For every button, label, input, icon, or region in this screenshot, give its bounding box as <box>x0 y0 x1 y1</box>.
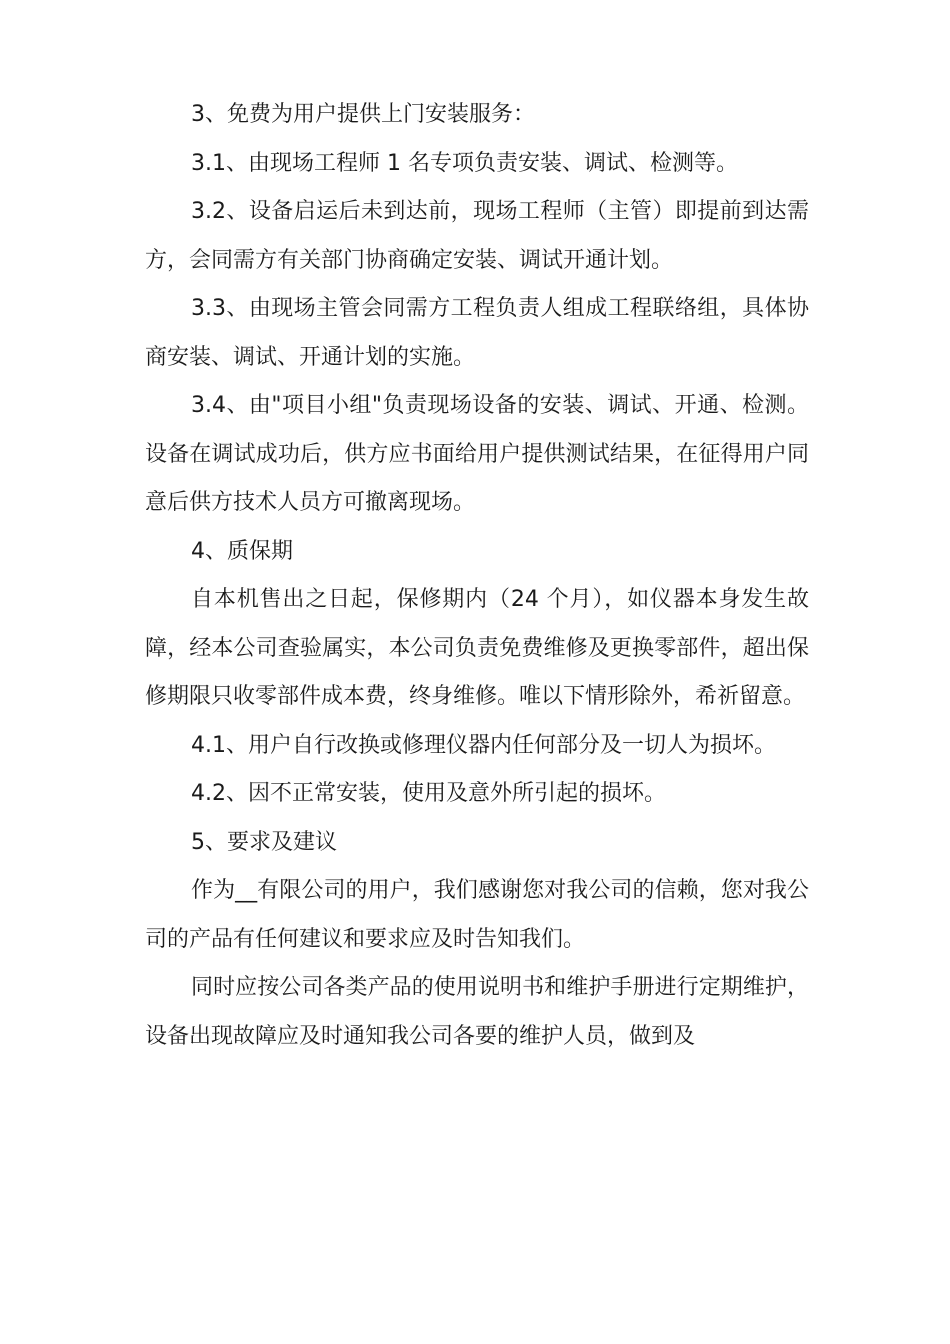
paragraph-section-5-heading: 5、要求及建议 <box>191 829 337 855</box>
paragraph-4-2: 4.2、因不正常安装，使用及意外所引起的损坏。 <box>191 781 666 806</box>
paragraph-warranty-terms: 自本机售出之日起，保修期内（24 个月），如仪器本身发生故障，经本公司查验属实，本公司负责免费维修及更换零部件，超出保修期限只收零部件成本费，终身维修。唯以下情形除外，希祈留意。 <box>145 587 809 709</box>
paragraph-section-3-heading: 3、免费为用户提供上门安装服务： <box>191 102 535 127</box>
paragraph-3-2: 3.2、设备启运后未到达前，现场工程师（主管）即提前到达需方，会同需方有关部门协商确定安装、调试开通计划。 <box>145 199 809 273</box>
paragraph-suggestions: 作为__有限公司的用户，我们感谢您对我公司的信赖，您对我公司的产品有任何建议和要求应及时告知我们。 <box>145 878 809 952</box>
paragraph-3-1: 3.1、由现场工程师 1 名专项负责安装、调试、检测等。 <box>191 150 738 176</box>
paragraph-section-4-heading: 4、质保期 <box>191 538 293 564</box>
paragraph-maintenance: 同时应按公司各类产品的使用说明书和维护手册进行定期维护，设备出现故障应及时通知我公司各要的维护人员，做到及 <box>145 975 809 1049</box>
document-body <box>145 91 809 1061</box>
paragraph-3-4: 3.4、由"项目小组"负责现场设备的安装、调试、开通、检测。设备在调试成功后，供方应书面给用户提供测试结果，在征得用户同意后供方技术人员方可撤离现场。 <box>145 393 809 515</box>
paragraph-4-1: 4.1、用户自行改换或修理仪器内任何部分及一切人为损坏。 <box>191 732 776 758</box>
paragraph-3-3: 3.3、由现场主管会同需方工程负责人组成工程联络组，具体协商安装、调试、开通计划的实施。 <box>145 296 809 370</box>
